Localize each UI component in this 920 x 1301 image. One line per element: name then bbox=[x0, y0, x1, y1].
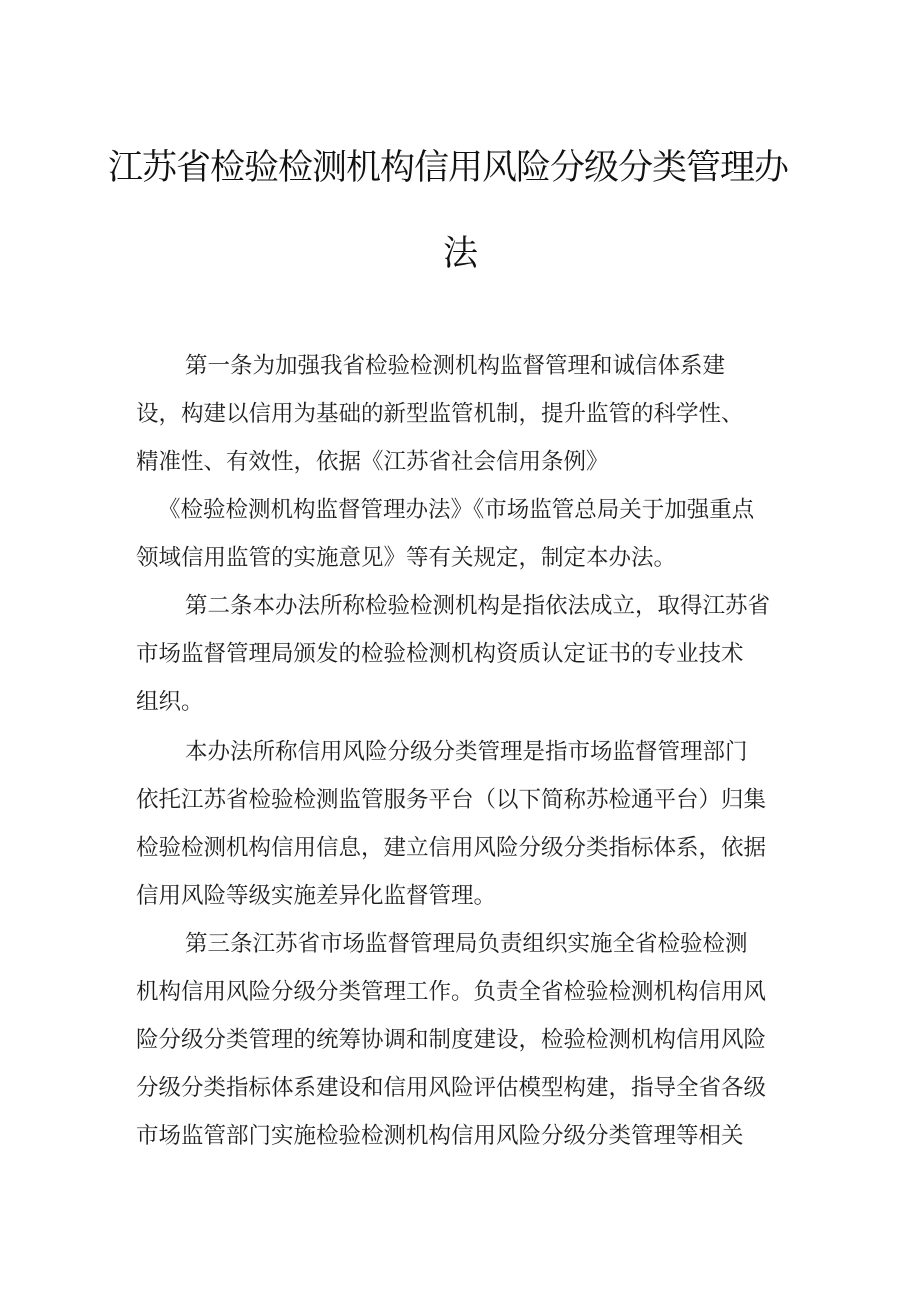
body-line: 第三条江苏省市场监督管理局负责组织实施全省检验检测 bbox=[185, 931, 748, 957]
body-line: 第二条本办法所称检验检测机构是指依法成立，取得江苏省 bbox=[185, 593, 771, 619]
body-line: 信用风险等级实施差异化监督管理。 bbox=[136, 883, 497, 909]
body-line: 本办法所称信用风险分级分类管理是指市场监督管理部门 bbox=[185, 739, 748, 765]
body-line: 设，构建以信用为基础的新型监管机制，提升监管的科学性、 bbox=[136, 401, 744, 427]
body-line: 检验检测机构信用信息，建立信用风险分级分类指标体系，依据 bbox=[136, 835, 767, 861]
document-title-line-2: 法 bbox=[442, 234, 477, 274]
body-line: 市场监督管理局颁发的检验检测机构资质认定证书的专业技术 bbox=[136, 641, 744, 667]
body-line: 领域信用监管的实施意见》等有关规定，制定本办法。 bbox=[136, 545, 677, 571]
body-line: 机构信用风险分级分类管理工作。负责全省检验检测机构信用风 bbox=[136, 979, 767, 1005]
body-line: 分级分类指标体系建设和信用风险评估模型构建，指导全省各级 bbox=[136, 1075, 767, 1101]
document-title-line-1: 江苏省检验检测机构信用风险分级分类管理办 bbox=[107, 148, 788, 188]
body-line: 《检验检测机构监督管理办法》《市场监管总局关于加强重点 bbox=[158, 497, 755, 523]
body-line: 依托江苏省检验检测监管服务平台（以下简称苏检通平台）归集 bbox=[136, 787, 767, 813]
body-line: 险分级分类管理的统筹协调和制度建设，检验检测机构信用风险 bbox=[136, 1027, 767, 1053]
body-line: 第一条为加强我省检验检测机构监督管理和诚信体系建 bbox=[185, 353, 726, 379]
body-line: 组织。 bbox=[136, 689, 204, 715]
body-line: 市场监管部门实施检验检测机构信用风险分级分类管理等相关 bbox=[136, 1123, 744, 1149]
body-line: 精准性、有效性，依据《江苏省社会信用条例》 bbox=[136, 449, 609, 475]
